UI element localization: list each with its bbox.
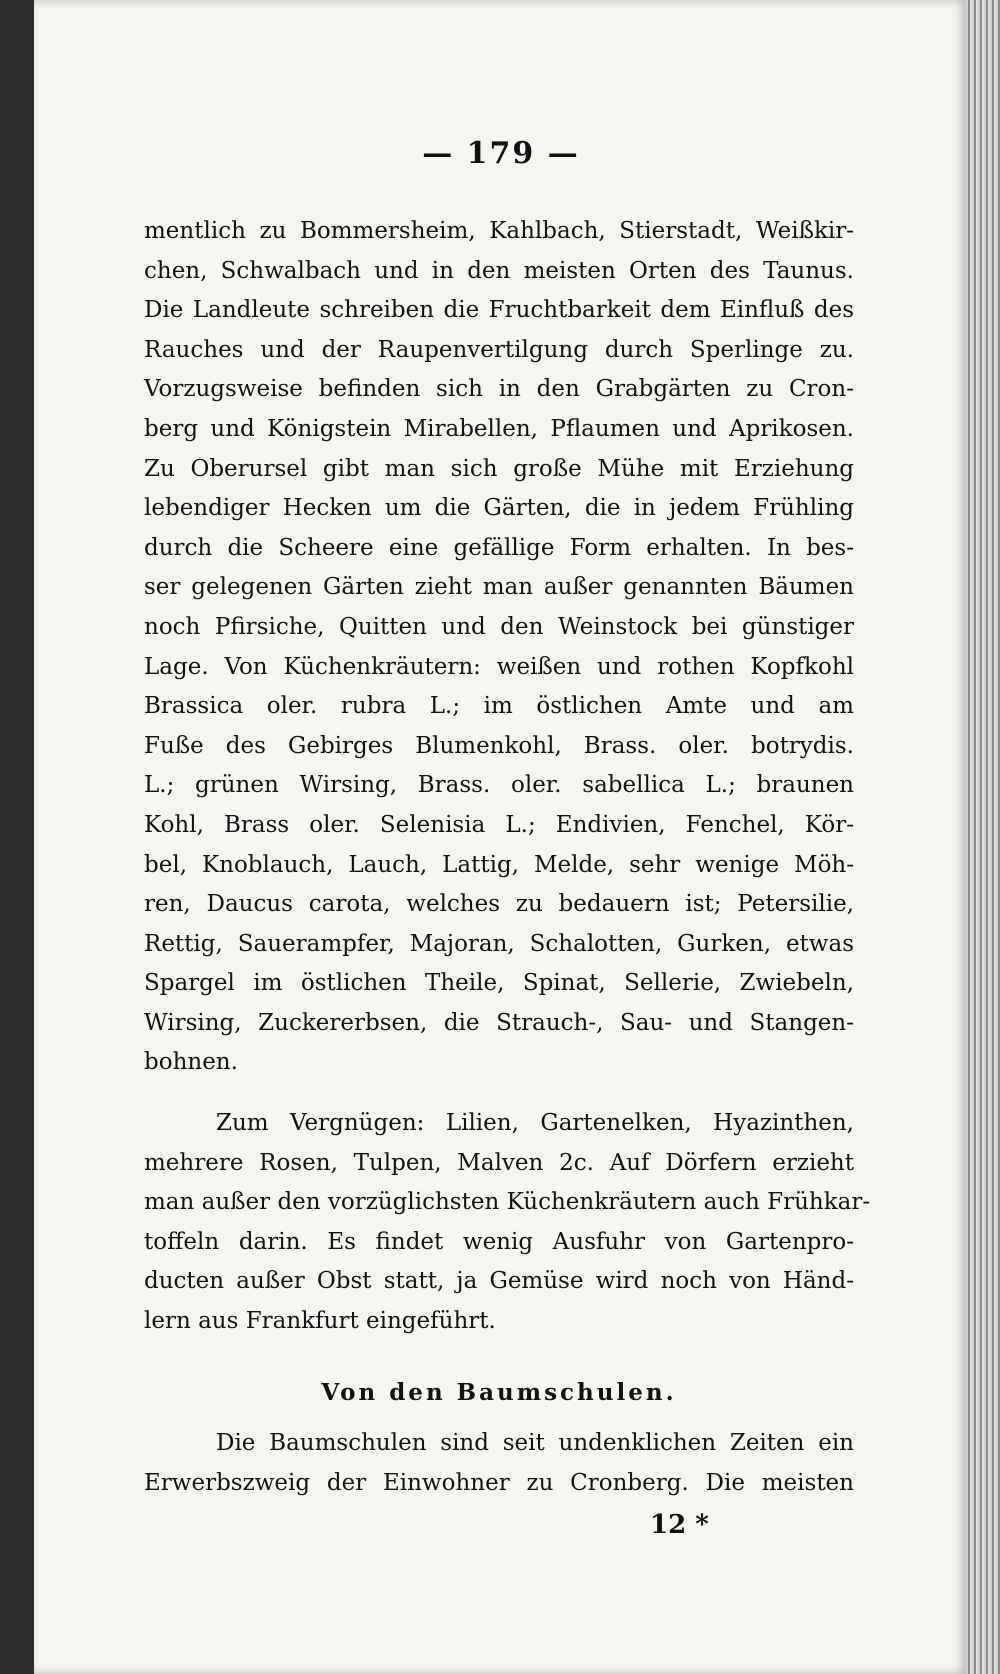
text-line: ducten außer Obst statt, ja Gemüse wird noch von Händ-	[144, 1268, 854, 1295]
text-line: lebendiger Hecken um die Gärten, die in jedem Frühling	[144, 495, 854, 522]
page-edge	[966, 0, 1000, 1674]
text-line: Rauches und der Raupenvertilgung durch Sperlinge zu.	[144, 336, 854, 363]
text-line: Erwerbszweig der Einwohner zu Cronberg. Die meisten	[144, 1469, 854, 1496]
text-line: berg und Königstein Mirabellen, Pflaumen und Aprikosen.	[144, 415, 854, 442]
signature-mark: 12 *	[650, 1510, 709, 1540]
page-number: — 179 —	[422, 136, 580, 171]
text-line: Zum Vergnügen: Lilien, Gartenelken, Hyazinthen,	[216, 1110, 854, 1136]
text-line: mentlich zu Bommersheim, Kahlbach, Stierstadt, Weißkir-	[144, 218, 854, 244]
text-line: man außer den vorzüglichsten Küchenkräutern auch Frühkar-	[144, 1189, 871, 1216]
paragraph-1	[144, 212, 854, 1083]
text-line: Die Baumschulen sind seit undenklichen Zeiten ein	[216, 1430, 854, 1456]
text-line: toffeln darin. Es findet wenig Ausfuhr von Gartenpro-	[144, 1228, 854, 1255]
text-line: Lage. Von Küchenkräutern: weißen und rothen Kopfkohl	[144, 653, 854, 680]
text-line: Fuße des Gebirges Blumenkohl, Brass. oler. botrydis.	[144, 732, 854, 759]
section-heading: Von den Baumschulen.	[321, 1379, 677, 1406]
text-line: chen, Schwalbach und in den meisten Orten des Taunus.	[144, 257, 854, 284]
text-line: noch Pfirsiche, Quitten und den Weinstock bei günstiger	[144, 613, 854, 640]
text-line: L.; grünen Wirsing, Brass. oler. sabellica L.; braunen	[144, 772, 854, 799]
paragraph-3	[144, 1424, 854, 1503]
text-line: Zu Oberursel gibt man sich große Mühe mit Erziehung	[144, 455, 854, 482]
text-line: Wirsing, Zuckererbsen, die Strauch-, Sau- und Stangen-	[144, 1009, 854, 1036]
text-line: mehrere Rosen, Tulpen, Malven 2c. Auf Dörfern erzieht	[144, 1149, 854, 1176]
text-line: Rettig, Sauerampfer, Majoran, Schalotten, Gurken, etwas	[144, 930, 854, 957]
text-line: ren, Daucus carota, welches zu bedauern ist; Petersilie,	[144, 891, 854, 918]
text-line: Die Landleute schreiben die Fruchtbarkeit dem Einfluß des	[144, 297, 854, 324]
paragraph-2	[144, 1104, 871, 1342]
text-line: Kohl, Brass oler. Selenisia L.; Endivien, Fenchel, Kör-	[144, 811, 854, 838]
text-line: ser gelegenen Gärten zieht man außer genannten Bäumen	[144, 574, 854, 601]
text-line: bel, Knoblauch, Lauch, Lattig, Melde, sehr wenige Möh-	[144, 851, 854, 878]
text-line: durch die Scheere eine gefällige Form erhalten. In bes-	[144, 534, 854, 561]
text-line: lern aus Frankfurt eingeführt.	[144, 1307, 496, 1334]
text-line: Spargel im östlichen Theile, Spinat, Sellerie, Zwiebeln,	[144, 970, 854, 997]
text-line: Brassica oler. rubra L.; im östlichen Amte und am	[144, 693, 854, 720]
text-line: Vorzugsweise befinden sich in den Grabgärten zu Cron-	[144, 376, 854, 403]
text-line: bohnen.	[144, 1049, 238, 1076]
